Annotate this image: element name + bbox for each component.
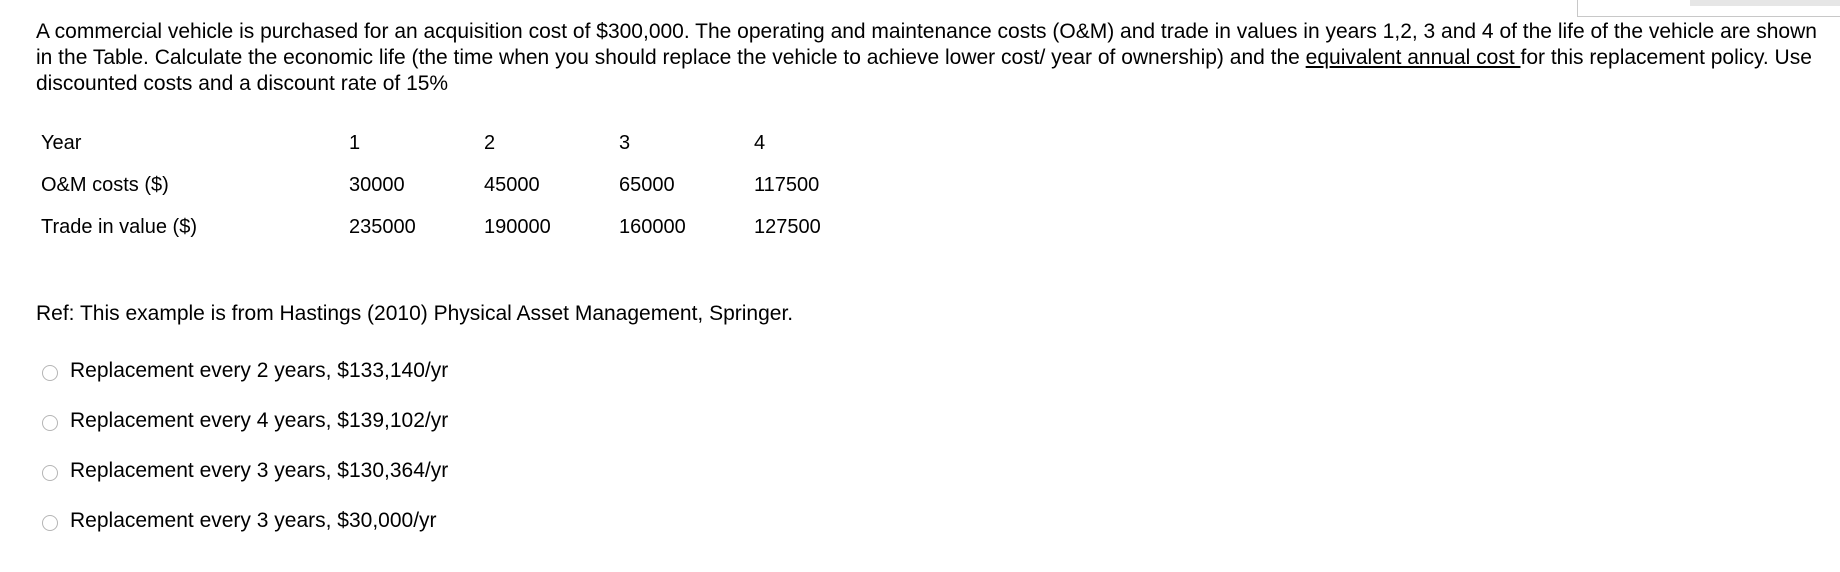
table-cell: 45000 — [484, 173, 540, 196]
table-cell: 2 — [484, 131, 496, 154]
reference-note: Ref: This example is from Hastings (2010) Physical Asset Management, Springer. — [36, 302, 794, 325]
table-cell: 4 — [754, 131, 766, 154]
radio-button[interactable] — [42, 465, 58, 481]
table-cell: 3 — [619, 131, 631, 154]
answer-option-label: Replacement every 2 years, $133,140/yr — [70, 359, 449, 382]
table-cell: 160000 — [619, 215, 686, 238]
answer-options — [42, 346, 448, 546]
row-label-trade-in-value: Trade in value ($) — [41, 215, 197, 238]
row-label-year: Year — [41, 131, 82, 154]
table-cell: 190000 — [484, 215, 551, 238]
radio-button[interactable] — [42, 365, 58, 381]
answer-option-4[interactable] — [42, 496, 448, 546]
answer-option-label: Replacement every 3 years, $130,364/yr — [70, 459, 449, 482]
answer-option-1[interactable] — [42, 346, 448, 396]
answer-option-2[interactable] — [42, 396, 448, 446]
cost-data-table — [36, 122, 889, 248]
table-cell: 127500 — [754, 215, 821, 238]
table-cell: 65000 — [619, 173, 675, 196]
table-cell: 235000 — [349, 215, 416, 238]
glossary-link-equivalent-annual-cost[interactable]: equivalent annual cost — [1305, 46, 1521, 69]
question-text-part-1: A commercial vehicle is purchased for an acquisition cost of $300,000. The operating and maintenance costs (O&M) and trade in values in years 1,2, 3 and 4 of the life of the vehicle are shown in the Table. Calculate the economic life (the time when you should replace the vehicle to achieve lower cost/ year of ownership) and the — [36, 20, 1817, 69]
radio-button[interactable] — [42, 515, 58, 531]
row-label-om-costs: O&M costs ($) — [41, 173, 169, 196]
question-text-part-2: for this replacement policy. Use discounted costs and a discount rate of 15% — [36, 46, 1812, 95]
table-cell: 1 — [349, 131, 361, 154]
corner-frame-fill — [1690, 0, 1840, 6]
answer-option-3[interactable] — [42, 446, 448, 496]
table-row-year — [36, 122, 889, 164]
table-row-om-costs — [36, 164, 889, 206]
corner-frame — [1577, 0, 1840, 17]
answer-option-label: Replacement every 3 years, $30,000/yr — [70, 509, 437, 532]
question-text — [36, 19, 1826, 97]
table-cell: 30000 — [349, 173, 405, 196]
answer-option-label: Replacement every 4 years, $139,102/yr — [70, 409, 449, 432]
table-row-trade-in-value — [36, 206, 889, 248]
radio-button[interactable] — [42, 415, 58, 431]
table-cell: 117500 — [754, 173, 820, 196]
